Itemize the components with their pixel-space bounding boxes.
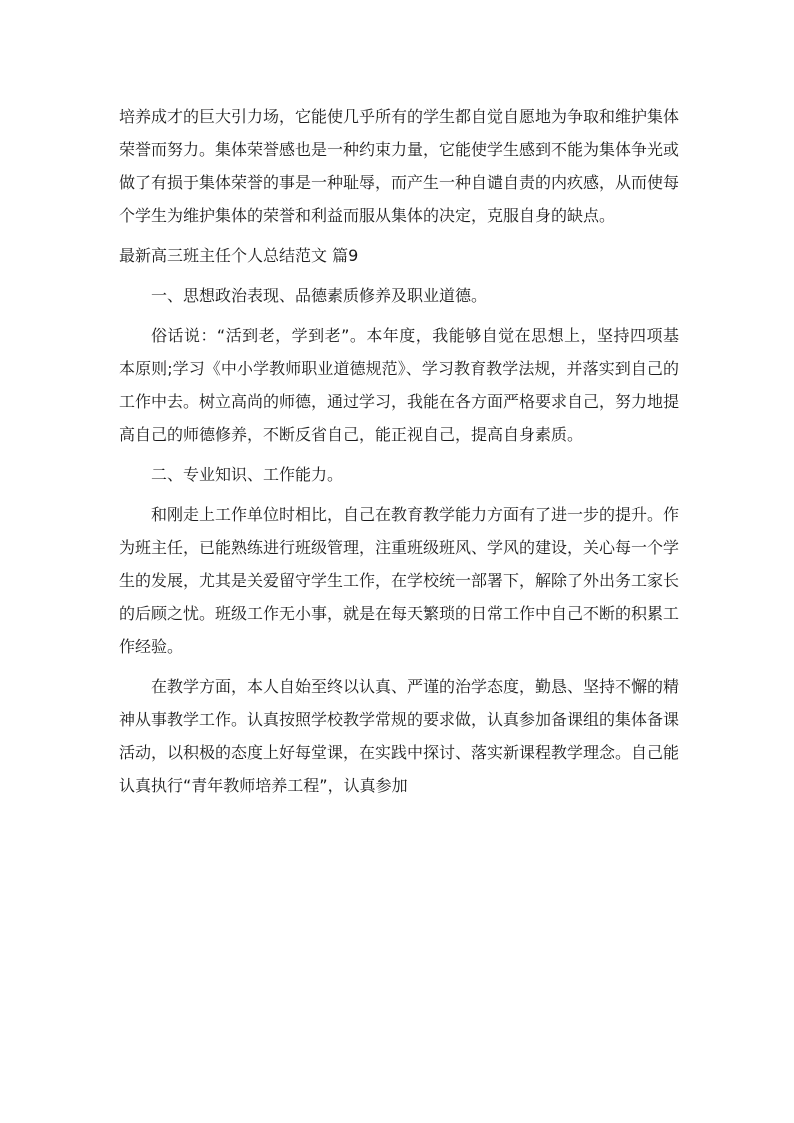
paragraph-teaching: 在教学方面，本人自始至终以认真、严谨的治学态度，勤恳、坚持不懈的精神从事教学工作。认真按照学校教学常规的要求做，认真参加备课组的集体备课活动，以积极的态度上好每堂课，在实践中探讨、落实新课程教学理念。自己能认真执行“青年教师培养工程”，认真参加	[119, 677, 680, 795]
paragraph-continuation: 培养成才的巨大引力场，它能使几乎所有的学生都自觉自愿地为争取和维护集体荣誉而努力。集体荣誉感也是一种约束力量，它能使学生感到不能为集体争光或做了有损于集体荣誉的事是一种耻辱，而产生一种自谴自责的内疚感，从而使每个学生为维护集体的荣誉和利益而服从集体的决定，克服自身的缺点。	[119, 107, 680, 225]
paragraph-ethics: 俗话说：“活到老，学到老”。本年度，我能够自觉在思想上，坚持四项基本原则;学习《中小学教师职业道德规范》、学习教育教学法规，并落实到自己的工作中去。树立高尚的师德，通过学习，我能在各方面严格要求自己，努力地提高自己的师德修养，不断反省自己，能正视自己，提高自身素质。	[119, 326, 680, 444]
document-body	[119, 100, 679, 802]
section-heading-2: 二、专业知识、工作能力。	[151, 465, 344, 484]
article-title: 最新高三班主任个人总结范文 篇9	[119, 246, 359, 265]
section-heading-1: 一、思想政治表现、品德素质修养及职业道德。	[151, 286, 488, 305]
paragraph-class-management: 和刚走上工作单位时相比，自己在教育教学能力方面有了进一步的提升。作为班主任，已能熟练进行班级管理，注重班级班风、学风的建设，关心每一个学生的发展，尤其是关爱留守学生工作，在学校统一部署下，解除了外出务工家长的后顾之忧。班级工作无小事，就是在每天繁琐的日常工作中自己不断的积累工作经验。	[119, 505, 680, 656]
